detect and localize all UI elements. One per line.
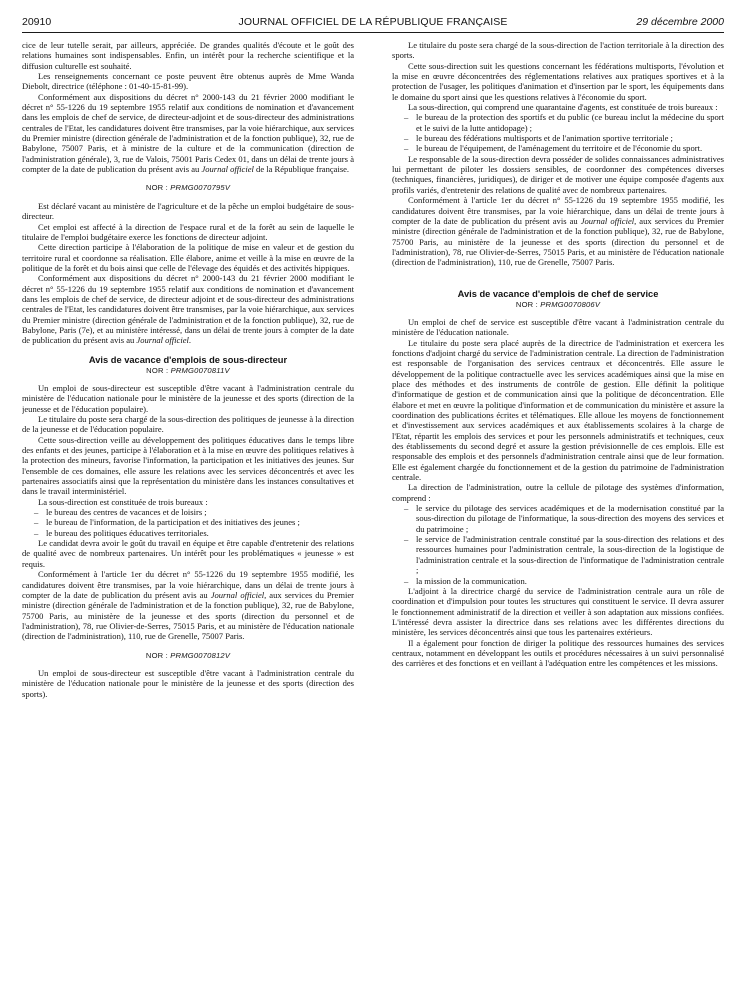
section-title: Avis de vacance d'emplois de chef de service — [457, 288, 659, 299]
paragraph: Le titulaire du poste sera chargé de la sous-direction des politiques de jeunesse à la direction de la jeunesse et de l'éducation populaire. — [22, 414, 354, 435]
paragraph: Le titulaire du poste sera placé auprès de la directrice de l'administration et exercera les fonctions d'adjoint chargé du service de l'administration centrale. La direction de l'administration est responsable de l'organisation des services centraux et déconcentrés. Elle assure le développement de la politique contractuelle avec les services académiques ainsi que la mise en place des méthodes et des instruments de contrôle de gestion. Elle définit la politique d'informatique de gestion et de communication ainsi que la politique de déconcentration. Elle élabore et met en œuvre la politique d'information et de communication du ministère et assure la coordination des publications écrites et télématiques. Elle alloue les moyens de fonctionnement et d'investissement aux services académiques et aux établissements scolaires à la charge de l'Etat, répartit les emplois des services et pour les personnels administratifs et techniques, ceux des établissements du second degré et assure la gestion prévisionnelle de ces emplois. Elle est responsable des emplois et des personnels d'administration centrale ainsi que de leur formation. Elle est également chargée du fonctionnement et de la gestion du patrimoine de l'administration centrale. — [392, 337, 724, 483]
journal-reference: Journal officiel — [136, 335, 189, 346]
issue-date: 29 décembre 2000 — [636, 16, 724, 28]
nor-label: NOR : — [145, 650, 171, 660]
nor-code: PRMG0070806V — [540, 299, 601, 309]
paragraph — [392, 195, 724, 267]
paragraph-text: Conformément à l'article 1er du décret n° 55-1226 du 19 septembre 1955 modifié, les candidatures doivent être transmises, par la voie hiérarchique, dans un délai de trente jours à compter de la date de publication du présent avis au — [22, 569, 354, 600]
paragraph: Cette direction participe à l'élaboration de la politique de mise en valeur et de gestion du territoire rural et coordonne sa réalisation. Elle élabore, anime et veille à la mise en œuvre de la politique de la forêt et du bois ainsi que celle de l'élevage des équidés et des activités hippiques. — [22, 242, 354, 273]
nor-code: PRMG0070795V — [170, 183, 231, 193]
paragraph: Le candidat devra avoir le goût du travail en équipe et être capable d'entretenir des relations de qualité avec de nombreux partenaires. Un intérêt pour les problématiques « jeunesse » est requis. — [22, 538, 354, 569]
structure-list — [392, 503, 724, 586]
list-item: – la mission de la communication. — [416, 576, 724, 586]
paragraph: La direction de l'administration, outre la cellule de pilotage des systèmes d'information, comprend : — [392, 482, 724, 503]
list-item: – le bureau de l'information, de la participation et des initiatives des jeunes ; — [46, 517, 354, 527]
paragraph-text: Conformément aux dispositions du décret n° 2000-143 du 21 février 2000 modifiant le décret n° 55-1226 du 19 septembre 1955 relatif aux conditions de nomination et d'avancement dans les emplois de chef de service, de directeur adjoint et de sous-directeur des administrations centrales de l'Etat, les candidatures doivent être transmises, par la voie hiérarchique, aux services du Premier ministre (direction générale de l'administration et de la fonction publique), 32, rue de Babylone, Paris (7e), et au ministère intéressé, dans un délai de trente jours à compter de la date de publication du présent avis au — [22, 273, 354, 346]
paragraph: L'adjoint à la directrice chargé du service de l'administration centrale aura un rôle de coordination et d'impulsion pour toutes les structures qui constituent le service. Il devra assurer le fonctionnement administratif de la direction et veiller à son adaptation aux missions confiées. L'intéressé devra assister la directrice dans ses relations avec les différentes directions du ministère, les services déconcentrés ainsi que tous les partenaires extérieurs. — [392, 585, 724, 638]
nor-reference — [22, 651, 354, 661]
paragraph — [22, 92, 354, 175]
nor-reference — [392, 300, 724, 310]
bureau-list — [392, 112, 724, 153]
paragraph: Cet emploi est affecté à la direction de l'espace rural et de la forêt au sein de laquelle le titulaire de l'emploi budgétaire exerce les fonctions de directeur adjoint. — [22, 221, 354, 242]
list-item: – le bureau des politiques éducatives territoriales. — [46, 528, 354, 538]
right-column — [392, 40, 724, 982]
journal-reference: Journal officiel — [580, 215, 635, 226]
nor-reference — [22, 366, 354, 376]
left-column — [22, 40, 354, 982]
paragraph-text: de la République française. — [253, 164, 350, 175]
paragraph-text: Conformément à l'article 1er du décret n° 55-1226 du 19 septembre 1955 modifié, les candidatures doivent être transmises, par la voie hiérarchique, dans un délai de trente jours à compter de la date de publication du présent avis au — [392, 195, 724, 226]
journal-reference: Journal officiel — [201, 164, 254, 175]
nor-label: NOR : — [146, 365, 171, 375]
nor-label: NOR : — [515, 299, 541, 309]
nor-reference — [22, 183, 354, 193]
header-rule — [22, 32, 724, 33]
bureau-list — [22, 507, 354, 538]
list-item: – le bureau des fédérations multisports et de l'animation sportive territoriale ; — [416, 133, 724, 143]
list-item: – le service du pilotage des services académiques et de la modernisation constitué par la sous-direction du pilotage de l'informatique, la sous-direction des moyens des services et du patrimoine ; — [416, 503, 724, 534]
paragraph: Les renseignements concernant ce poste peuvent être obtenus auprès de Mme Wanda Diebolt, directrice (téléphone : 01-40-15-81-99). — [22, 71, 354, 92]
list-item: – le bureau de l'équipement, de l'aménagement du territoire et de l'économie du sport. — [416, 143, 724, 153]
paragraph: Cette sous-direction suit les questions concernant les fédérations multisports, l'évolution et la mise en œuvre déconcentrées des réglementations relatives aux pratiques sportives et à la protection de l'usager, les politiques d'animation et d'insertion par le sport, les équipements dans le domaine du sport ainsi que les questions relatives à l'économie du sport. — [392, 60, 724, 102]
page-header — [22, 14, 724, 32]
paragraph — [22, 569, 354, 641]
paragraph: Le titulaire du poste sera chargé de la sous-direction de l'action territoriale à la direction des sports. — [392, 40, 724, 61]
section-title: Avis de vacance d'emplois de sous-directeur — [88, 354, 288, 365]
paragraph: Le responsable de la sous-direction devra posséder de solides connaissances administratives lui permettant de piloter les dossiers sensibles, de coordonner des compétences diverses (techniques, financières, juridiques), de diriger et de motiver une équipe composée d'agents aux profils variés, d'entretenir des relations de qualité avec de nombreux partenaires. — [392, 153, 724, 195]
paragraph: Cette sous-direction veille au développement des politiques éducatives dans le temps libre des enfants et des jeunes, participe à l'élaboration et à la mise en œuvre des politiques relatives à la protection des mineurs, favorise l'information, la participation et les initiatives des jeunes. Sur l'ensemble de ces domaines, elle assure les relations avec les services déconcentrés et avec les partenaires associatifs ainsi que la représentation du ministère dans les instances consultatives et dans le travail interministériel. — [22, 434, 354, 497]
paragraph-text: . — [188, 335, 192, 346]
journal-reference: Journal officiel — [210, 589, 265, 600]
paragraph-text: Conformément aux dispositions du décret n° 2000-143 du 21 février 2000 modifiant le décret n° 55-1226 du 19 septembre 1955 relatif aux conditions de nomination et d'avancement dans les emplois de chef de service, de directeur-adjoint et de sous-directeur des administrations centrales de l'Etat, les candidatures doivent être transmises, par la voie hiérarchique, aux services du Premier ministre (direction générale de l'administration et de la fonction publique), 32, rue de Babylone, 75007 Paris, et à ministre de la culture et de la communication (direction de l'administration générale), 3, rue de Valois, 75001 Paris Cedex 01, dans un délai de trente jours à compter de la date de publication du présent avis au — [22, 91, 354, 175]
journal-title: JOURNAL OFFICIEL DE LA RÉPUBLIQUE FRANÇAISE — [238, 16, 508, 28]
nor-code: PRMG0070811V — [170, 365, 230, 375]
nor-code: PRMG0070812V — [170, 650, 231, 660]
list-item: – le service de l'administration centrale constitué par la sous-direction des relations et des ressources humaines pour l'administration centrale, la sous-direction de la logistique de l'administration centrale et la sous-direction de l'informatique de l'administration centrale ; — [416, 534, 724, 575]
paragraph — [22, 273, 354, 345]
paragraph: La sous-direction est constituée de trois bureaux : — [38, 496, 208, 507]
paragraph: cice de leur tutelle serait, par ailleurs, appréciée. De grandes qualités d'écoute et le goût des relations humaines sont indispensables. Enfin, un intérêt pour la recherche scientifique et la diffusion culturelle est souhaité. — [22, 40, 354, 71]
paragraph: La sous-direction, qui comprend une quarantaine d'agents, est constituée de trois bureaux : — [408, 102, 718, 113]
paragraph-text: , aux services du Premier ministre (direction générale de l'administration et de la fonction publique), 32, rue de Babylone, 75700 Paris, au ministère de la jeunesse et des sports (direction du personnel et de l'administration), 78, rue Olivier-de-Serres, 75015 Paris, et au ministère de l'éducation nationale (direction de l'administration), 110, rue de Grenelle, 75007 Paris. — [22, 589, 354, 642]
nor-label: NOR : — [145, 183, 171, 193]
list-item: – le bureau des centres de vacances et de loisirs ; — [46, 507, 354, 517]
paragraph: Il a également pour fonction de diriger la politique des ressources humaines des services centraux, notamment en développant les outils et procédures nécessaires à un suivi personnalisé des carrières et des fonctions et en veillant à l'adéquation entre les compétences et les missions. — [392, 637, 724, 669]
page-number: 20910 — [22, 16, 52, 28]
paragraph: Un emploi de sous-directeur est susceptible d'être vacant à l'administration centrale du ministère de l'éducation nationale pour le ministère de la jeunesse et des sports (direction des sports). — [22, 667, 354, 699]
paragraph: Un emploi de chef de service est susceptible d'être vacant à l'administration centrale du ministère de l'éducation nationale. — [392, 316, 724, 338]
paragraph: Est déclaré vacant au ministère de l'agriculture et de la pêche un emploi budgétaire de sous-directeur. — [22, 200, 354, 222]
list-item: – le bureau de la protection des sportifs et du public (ce bureau inclut la médecine du sport et le suivi de la lutte antidopage) ; — [416, 112, 724, 133]
paragraph: Un emploi de sous-directeur est susceptible d'être vacant à l'administration centrale du ministère de l'éducation nationale pour le ministère de la jeunesse et des sports (direction de la jeunesse et de l'éducation populaire). — [22, 382, 354, 414]
paragraph-text: , aux services du Premier ministre (direction générale de l'administration et de la fonction publique), 32, rue de Babylone, 75700 Paris, au ministère de la jeunesse et des sports (direction du personnel et de l'administration), 78, rue Olivier-de-Serres, 75015 Paris, et au ministère de l'éducation nationale (direction de l'administration), 110, rue de Grenelle, 75007 Paris. — [392, 215, 724, 268]
